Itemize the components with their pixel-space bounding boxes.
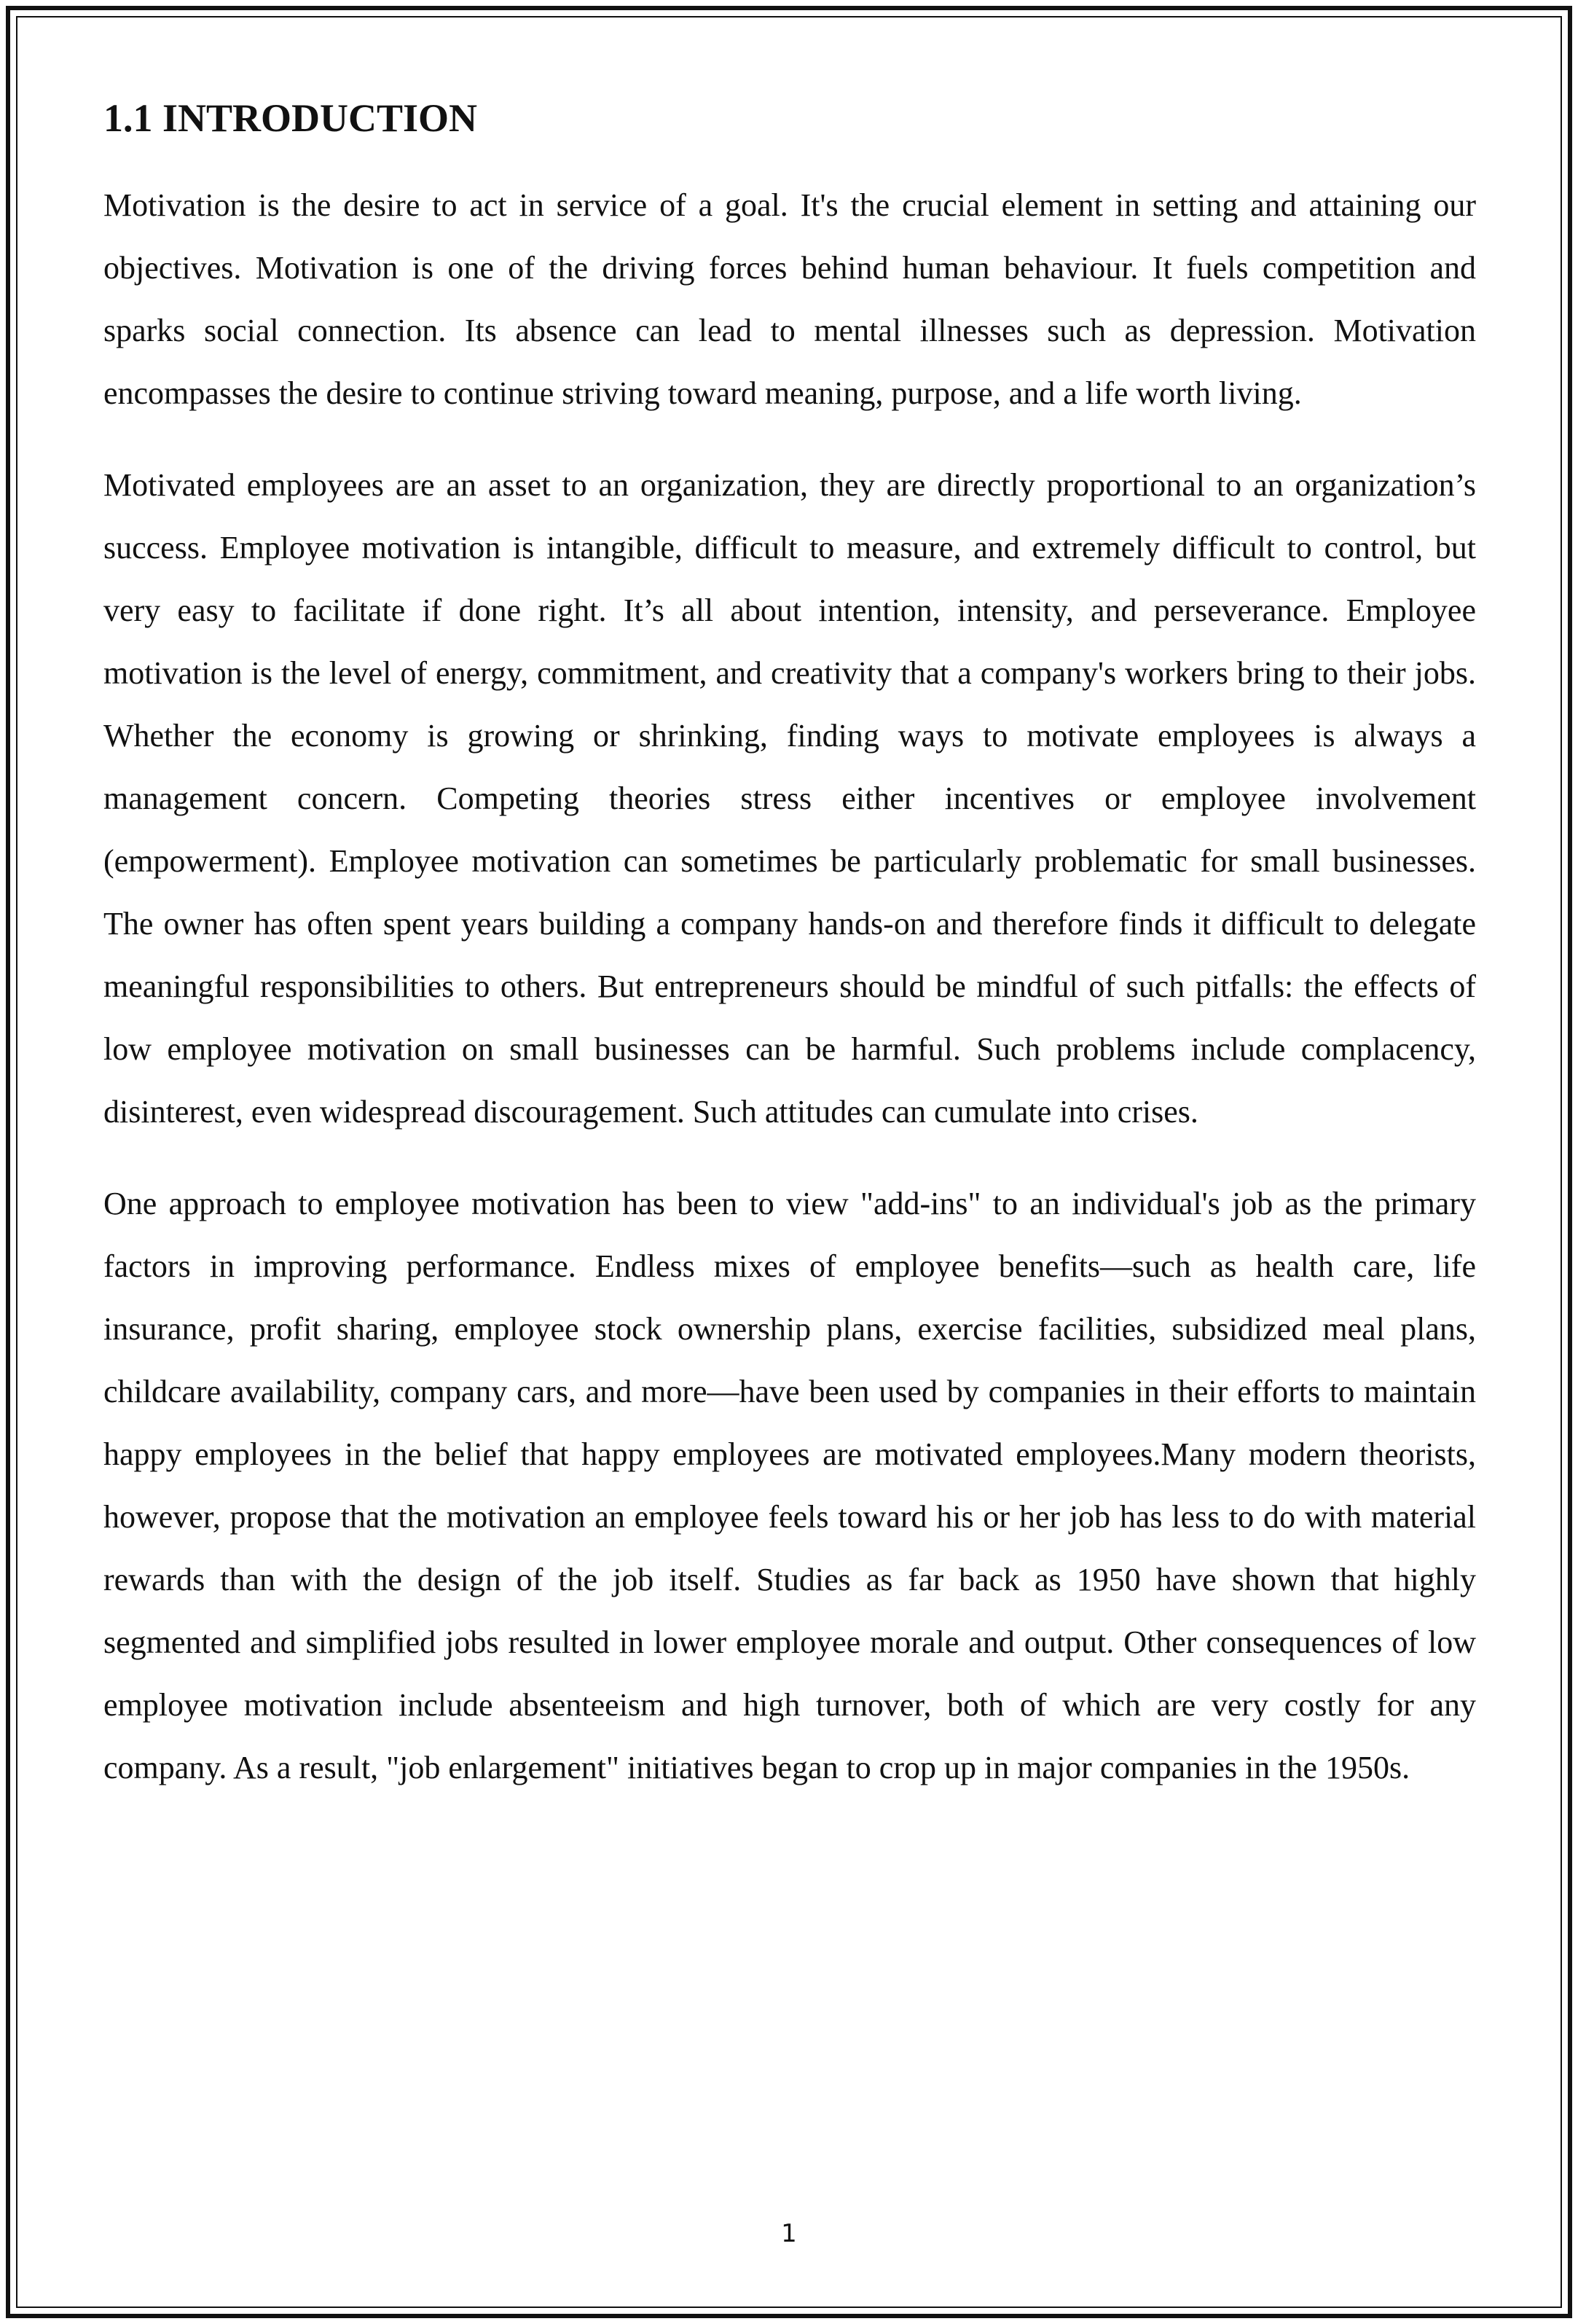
paragraph-employee-motivation-approach: One approach to employee motivation has been to view "add-ins" to an individual's job as the primary factors in improving performance. Endless mixes of employee benefits—such as health care, life insurance, profit sharing, employee stock ownership plans, exercise facilities, subsidized meal plans, childcare availability, company cars, and more—have been used by companies in their efforts to maintain happy employees in the belief that happy employees are motivated employees.Many modern theorists, however, propose that the motivation an employee feels toward his or her job has less to do with material rewards than with the design of the job itself. Studies as far back as 1950 have shown that highly segmented and simplified jobs resulted in lower employee morale and output. Other consequences of low employee motivation include absenteeism and high turnover, both of which are very costly for any company. As a result, "job enlargement" initiatives began to crop up in major companies in the 1950s.	[103, 1185, 1476, 1785]
section-heading: 1.1 INTRODUCTION	[103, 96, 478, 140]
page-content	[103, 95, 1476, 1799]
page-number: 1	[781, 2219, 797, 2248]
paragraph-motivation-definition: Motivation is the desire to act in service of a goal. It's the crucial element in setting and attaining our objectives. Motivation is one of the driving forces behind human behaviour. It fuels competition and sparks social connection. Its absence can lead to mental illnesses such as depression. Motivation encompasses the desire to continue striving toward meaning, purpose, and a life worth living.	[103, 187, 1476, 411]
paragraph-motivated-employees: Motivated employees are an asset to an organization, they are directly proportional to an organization’s success. Employee motivation is intangible, difficult to measure, and extremely difficult to control, but very easy to facilitate if done right. It’s all about intention, intensity, and perseverance. Employee motivation is the level of energy, commitment, and creativity that a company's workers bring to their jobs. Whether the economy is growing or shrinking, finding ways to motivate employees is always a management concern. Competing theories stress either incentives or employee involvement (empowerment). Employee motivation can sometimes be particularly problematic for small businesses. The owner has often spent years building a company hands-on and therefore finds it difficult to delegate meaningful responsibilities to others. But entrepreneurs should be mindful of such pitfalls: the effects of low employee motivation on small businesses can be harmful. Such problems include complacency, disinterest, even widespread discouragement. Such attitudes can cumulate into crises.	[103, 466, 1476, 1130]
